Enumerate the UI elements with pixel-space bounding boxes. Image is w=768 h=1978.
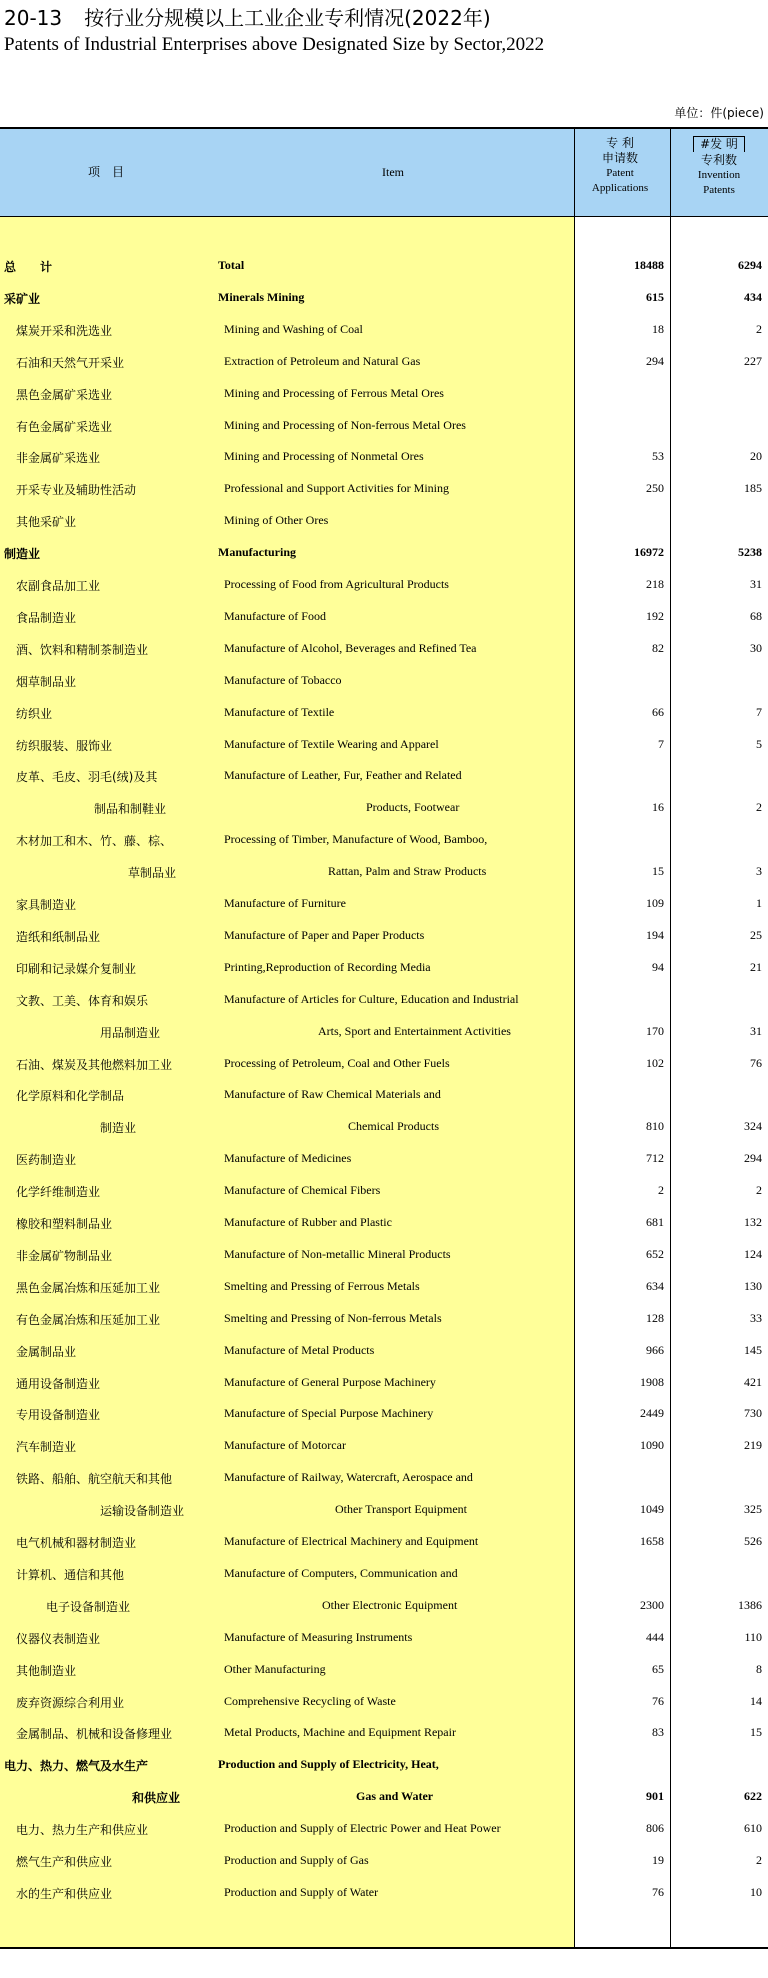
invention-patents-value: 10: [750, 1884, 762, 1899]
invention-patents-value: 130: [744, 1278, 762, 1293]
invention-patents-value: 20: [750, 449, 762, 464]
row-label-en: Products, Footwear: [366, 800, 460, 815]
invention-patents-value: 145: [744, 1342, 762, 1357]
table-row: [0, 1662, 768, 1678]
table-row: [0, 1598, 768, 1614]
table-row: [0, 1566, 768, 1582]
invention-patents-value: 76: [750, 1055, 762, 1070]
invention-patents-value: 219: [744, 1438, 762, 1453]
row-label-en: Manufacture of General Purpose Machinery: [224, 1374, 436, 1389]
row-label-cn: 橡胶和塑料制品业: [16, 1217, 113, 1231]
row-label-cn: 食品制造业: [16, 610, 77, 625]
table-row: [0, 960, 768, 976]
invention-patents-value: 33: [750, 1310, 762, 1325]
table-header: [0, 127, 768, 217]
table-row: [0, 673, 768, 689]
row-label-en: Printing,Reproduction of Recording Media: [224, 959, 431, 974]
header-col2-line1: #发 明: [693, 136, 745, 152]
patent-applications-value: 65: [652, 1661, 664, 1676]
row-label-en: Production and Supply of Gas: [224, 1853, 369, 1867]
table-row: [0, 1853, 768, 1869]
row-label-en: Manufacture of Alcohol, Beverages and Refined Tea: [224, 640, 477, 655]
patent-applications-value: 102: [646, 1055, 664, 1070]
invention-patents-value: 227: [744, 353, 762, 368]
row-label-cn: 铁路、船舶、航空航天和其他: [16, 1472, 173, 1487]
table-row: [0, 1375, 768, 1391]
patent-applications-value: 53: [652, 449, 664, 464]
table-row: [0, 1534, 768, 1550]
patent-applications-value: 712: [646, 1151, 664, 1166]
table-row: [0, 609, 768, 625]
row-label-cn: 通用设备制造业: [16, 1376, 101, 1391]
row-label-cn: 电气机械和器材制造业: [16, 1536, 137, 1550]
patent-applications-value: 1908: [640, 1374, 664, 1389]
row-label-cn: 金属制品、机械和设备修理业: [16, 1727, 173, 1742]
column-divider: [574, 217, 575, 1948]
row-label-cn: 制造业: [100, 1121, 137, 1136]
row-label-en: Smelting and Pressing of Non-ferrous Metals: [224, 1310, 442, 1325]
header-col1-line1: 专 利: [606, 136, 634, 150]
header-item-en: Item: [382, 165, 404, 179]
row-label-en: Production and Supply of Water: [224, 1884, 379, 1899]
table-row: [0, 1885, 768, 1901]
invention-patents-value: 730: [744, 1406, 762, 1421]
row-label-cn: 家具制造业: [16, 898, 77, 912]
title-cn-text: 按行业分规模以上工业企业专利情况(2022年): [84, 6, 491, 30]
row-label-cn: 金属制品业: [16, 1344, 77, 1359]
row-label-cn: 制品和制鞋业: [94, 802, 167, 817]
row-label-cn: 电力、热力生产和供应业: [16, 1823, 149, 1838]
table-row: [0, 864, 768, 880]
table-row: [0, 577, 768, 593]
row-label-cn: 其他采矿业: [16, 515, 77, 530]
table-row: [0, 1438, 768, 1454]
table-row: [0, 1470, 768, 1486]
patent-applications-value: 1090: [640, 1438, 664, 1453]
invention-patents-value: 31: [750, 577, 762, 591]
invention-patents-value: 294: [744, 1151, 762, 1166]
row-label-en: Mining and Processing of Ferrous Metal Ores: [224, 385, 444, 400]
row-label-cn: 水的生产和供应业: [16, 1886, 113, 1901]
row-label-cn: 酒、饮料和精制茶制造业: [16, 642, 149, 657]
table-row: [0, 545, 768, 561]
table-row: [0, 418, 768, 434]
table-number: 20-13: [4, 6, 63, 30]
patent-applications-value: 652: [646, 1246, 664, 1261]
patent-applications-value: 681: [646, 1215, 664, 1229]
table-bottom-rule: [0, 1947, 768, 1949]
table-row: [0, 354, 768, 370]
row-label-cn: 有色金属矿采选业: [16, 419, 113, 434]
patent-applications-value: 76: [652, 1884, 664, 1899]
table-row: [0, 1151, 768, 1167]
row-label-cn: 制造业: [4, 547, 41, 562]
row-label-en: Manufacture of Measuring Instruments: [224, 1629, 413, 1644]
table-title-en: Patents of Industrial Enterprises above Designated Size by Sector,2022: [4, 34, 545, 55]
invention-patents-value: 8: [756, 1661, 762, 1676]
table-row: [0, 800, 768, 816]
patent-applications-value: 615: [646, 289, 664, 304]
table-row: [0, 1821, 768, 1837]
patent-applications-value: 16: [652, 800, 664, 815]
invention-patents-value: 185: [744, 481, 762, 496]
row-label-en: Chemical Products: [348, 1119, 439, 1134]
row-label-en: Processing of Food from Agricultural Products: [224, 577, 449, 591]
invention-patents-value: 1386: [738, 1597, 762, 1612]
row-label-cn: 印刷和记录媒介复制业: [16, 961, 137, 976]
table-row: [0, 258, 768, 274]
row-label-cn: 化学纤维制造业: [16, 1185, 101, 1200]
header-item-cn: 项 目: [88, 165, 125, 179]
row-label-cn: 专用设备制造业: [16, 1408, 101, 1423]
patent-applications-value: 18: [652, 321, 664, 336]
invention-patents-value: 421: [744, 1374, 762, 1389]
table-row: [0, 1024, 768, 1040]
invention-patents-value: 2: [756, 800, 762, 815]
row-label-en: Manufacture of Paper and Paper Products: [224, 927, 425, 942]
patent-applications-value: 94: [652, 959, 664, 974]
table-row: [0, 1215, 768, 1231]
row-label-cn: 总 计: [4, 260, 53, 274]
table-row: [0, 737, 768, 753]
table-row: [0, 1119, 768, 1135]
row-label-cn: 烟草制品业: [16, 674, 77, 689]
row-label-cn: 废弃资源综合利用业: [16, 1695, 125, 1710]
invention-patents-value: 132: [744, 1215, 762, 1229]
patent-applications-value: 7: [658, 736, 664, 751]
invention-patents-value: 325: [744, 1502, 762, 1517]
invention-patents-value: 434: [744, 289, 762, 304]
patent-applications-value: 109: [646, 896, 664, 910]
table-row: [0, 1502, 768, 1518]
row-label-cn: 开采专业及辅助性活动: [16, 483, 137, 498]
table-row: [0, 768, 768, 784]
invention-patents-value: 324: [744, 1119, 762, 1134]
invention-patents-value: 2: [756, 1183, 762, 1198]
row-label-cn: 非金属矿物制品业: [16, 1248, 113, 1263]
row-label-cn: 纺织业: [16, 706, 53, 721]
row-label-cn: 其他制造业: [16, 1663, 77, 1678]
row-label-en: Manufacture of Metal Products: [224, 1342, 375, 1357]
row-label-en: Other Electronic Equipment: [322, 1597, 458, 1612]
table-body-values: [575, 217, 768, 1948]
row-label-en: Total: [218, 258, 245, 272]
invention-patents-value: 110: [744, 1629, 762, 1644]
row-label-en: Mining and Processing of Nonmetal Ores: [224, 449, 424, 464]
row-label-cn: 计算机、通信和其他: [16, 1567, 125, 1582]
table-row: [0, 705, 768, 721]
table-row: [0, 1789, 768, 1805]
row-label-en: Production and Supply of Electricity, Heat,: [218, 1757, 439, 1772]
patent-applications-value: 806: [646, 1821, 664, 1836]
row-label-en: Manufacture of Motorcar: [224, 1438, 346, 1453]
row-label-en: Gas and Water: [356, 1789, 434, 1804]
row-label-cn: 仪器仪表制造业: [16, 1631, 101, 1646]
row-label-en: Metal Products, Machine and Equipment Repair: [224, 1725, 456, 1740]
table-row: [0, 481, 768, 497]
table-row: [0, 896, 768, 912]
row-label-en: Processing of Timber, Manufacture of Wood, Bamboo,: [224, 832, 488, 847]
patent-applications-value: 294: [646, 353, 664, 368]
table-row: [0, 1056, 768, 1072]
patent-applications-value: 194: [646, 927, 664, 942]
table-row: [0, 1694, 768, 1710]
row-label-cn: 燃气生产和供应业: [16, 1855, 113, 1869]
invention-patents-value: 610: [744, 1821, 762, 1836]
row-label-en: Mining of Other Ores: [224, 513, 329, 528]
invention-patents-value: 68: [750, 608, 762, 623]
patent-applications-value: 82: [652, 640, 664, 655]
row-label-cn: 运输设备制造业: [100, 1504, 185, 1519]
table-row: [0, 1087, 768, 1103]
row-label-cn: 黑色金属矿采选业: [16, 387, 113, 402]
row-label-en: Manufacture of Special Purpose Machinery: [224, 1406, 434, 1421]
patent-applications-value: 2300: [640, 1597, 664, 1612]
header-invention-patents: [670, 136, 768, 198]
patent-applications-value: 634: [646, 1278, 664, 1293]
table-row: [0, 1630, 768, 1646]
patent-applications-value: 18488: [634, 258, 664, 272]
invention-patents-value: 21: [750, 959, 762, 974]
invention-patents-value: 124: [744, 1246, 762, 1261]
row-label-en: Manufacture of Railway, Watercraft, Aerospace and: [224, 1470, 473, 1485]
invention-patents-value: 31: [750, 1023, 762, 1038]
header-patent-applications: [574, 136, 666, 196]
invention-patents-value: 2: [756, 321, 762, 336]
patent-applications-value: 16972: [634, 545, 664, 560]
patent-applications-value: 218: [646, 577, 664, 591]
table-row: [0, 1183, 768, 1199]
row-label-en: Smelting and Pressing of Ferrous Metals: [224, 1278, 420, 1293]
row-label-cn: 化学原料和化学制品: [16, 1089, 125, 1104]
row-label-cn: 电力、热力、燃气及水生产: [4, 1759, 149, 1774]
row-label-en: Manufacture of Non-metallic Mineral Products: [224, 1246, 451, 1261]
row-label-cn: 医药制造业: [16, 1153, 77, 1168]
header-col2-line4: Patents: [703, 184, 735, 196]
patent-applications-value: 15: [652, 864, 664, 879]
row-label-cn: 非金属矿采选业: [16, 451, 101, 466]
row-label-cn: 煤炭开采和洗选业: [16, 323, 113, 338]
row-label-en: Manufacture of Chemical Fibers: [224, 1183, 381, 1198]
header-col1-line3: Patent: [606, 167, 634, 179]
row-label-cn: 草制品业: [128, 866, 177, 881]
invention-patents-value: 6294: [738, 258, 762, 272]
patent-applications-value: 1658: [640, 1534, 664, 1548]
row-label-en: Manufacture of Food: [224, 608, 326, 623]
patent-applications-value: 2: [658, 1183, 664, 1198]
column-divider: [670, 217, 671, 1948]
invention-patents-value: 2: [756, 1853, 762, 1867]
row-label-en: Minerals Mining: [218, 289, 305, 304]
header-col1-line2: 申请数: [601, 151, 638, 165]
patent-applications-value: 192: [646, 608, 664, 623]
table-row: [0, 641, 768, 657]
table-body-highlight: [0, 217, 575, 1948]
table-row: [0, 386, 768, 402]
patent-applications-value: 1049: [640, 1502, 664, 1517]
patent-applications-value: 19: [652, 1853, 664, 1867]
table-row: [0, 1279, 768, 1295]
row-label-cn: 皮革、毛皮、羽毛(绒)及其: [16, 770, 158, 785]
row-label-en: Production and Supply of Electric Power and Heat Power: [224, 1821, 501, 1836]
table-row: [0, 832, 768, 848]
table-row: [0, 928, 768, 944]
row-label-en: Other Manufacturing: [224, 1661, 326, 1676]
invention-patents-value: 15: [750, 1725, 762, 1740]
row-label-cn: 农副食品加工业: [16, 579, 101, 593]
row-label-cn: 纺织服装、服饰业: [16, 738, 113, 753]
row-label-cn: 石油和天然气开采业: [16, 355, 125, 370]
row-label-en: Manufacture of Medicines: [224, 1151, 352, 1166]
row-label-cn: 木材加工和木、竹、藤、棕、: [16, 834, 173, 849]
patent-applications-value: 444: [646, 1629, 664, 1644]
row-label-en: Manufacture of Leather, Fur, Feather and Related: [224, 768, 462, 783]
row-label-en: Manufacture of Tobacco: [224, 672, 342, 687]
table-title-cn: [4, 2, 491, 31]
invention-patents-value: 5238: [738, 545, 762, 560]
table-row: [0, 1725, 768, 1741]
invention-patents-value: 7: [756, 704, 762, 719]
patent-applications-value: 966: [646, 1342, 664, 1357]
table-row: [0, 1247, 768, 1263]
table-row: [0, 449, 768, 465]
row-label-en: Manufacture of Articles for Culture, Education and Industrial: [224, 991, 519, 1006]
row-label-en: Arts, Sport and Entertainment Activities: [318, 1023, 511, 1038]
patent-applications-value: 66: [652, 704, 664, 719]
table-row: [0, 1406, 768, 1422]
invention-patents-value: 1: [756, 896, 762, 910]
row-label-en: Extraction of Petroleum and Natural Gas: [224, 353, 421, 368]
patent-applications-value: 901: [646, 1789, 664, 1804]
row-label-en: Manufacture of Raw Chemical Materials and: [224, 1087, 441, 1102]
row-label-cn: 黑色金属冶炼和压延加工业: [16, 1280, 161, 1295]
invention-patents-value: 14: [750, 1693, 762, 1708]
patent-applications-value: 83: [652, 1725, 664, 1740]
patent-applications-value: 810: [646, 1119, 664, 1134]
row-label-en: Processing of Petroleum, Coal and Other Fuels: [224, 1055, 450, 1070]
table-row: [0, 1343, 768, 1359]
row-label-en: Manufacture of Rubber and Plastic: [224, 1215, 392, 1229]
table-row: [0, 992, 768, 1008]
patent-applications-value: 128: [646, 1310, 664, 1325]
row-label-en: Manufacture of Textile: [224, 704, 335, 719]
row-label-cn: 文教、工美、体育和娱乐: [16, 993, 149, 1008]
patent-applications-value: 2449: [640, 1406, 664, 1421]
row-label-en: Professional and Support Activities for Mining: [224, 481, 449, 496]
row-label-cn: 和供应业: [132, 1791, 181, 1806]
patent-applications-value: 250: [646, 481, 664, 496]
row-label-cn: 造纸和纸制品业: [16, 929, 101, 944]
row-label-en: Other Transport Equipment: [335, 1502, 467, 1517]
invention-patents-value: 5: [756, 736, 762, 751]
row-label-en: Rattan, Palm and Straw Products: [328, 864, 487, 879]
table-row: [0, 513, 768, 529]
row-label-en: Manufacture of Textile Wearing and Apparel: [224, 736, 439, 751]
row-label-en: Manufacturing: [218, 545, 296, 560]
header-col2-line3: Invention: [697, 169, 741, 181]
header-col2-line2: 专利数: [700, 153, 737, 167]
row-label-en: Manufacture of Electrical Machinery and Equipment: [224, 1534, 479, 1548]
row-label-en: Manufacture of Furniture: [224, 896, 346, 910]
table-row: [0, 1757, 768, 1773]
invention-patents-value: 30: [750, 640, 762, 655]
table-row: [0, 1311, 768, 1327]
table-row: [0, 290, 768, 306]
row-label-en: Comprehensive Recycling of Waste: [224, 1693, 396, 1708]
row-label-cn: 采矿业: [4, 291, 41, 306]
invention-patents-value: 526: [744, 1534, 762, 1548]
row-label-cn: 有色金属冶炼和压延加工业: [16, 1312, 161, 1327]
row-label-cn: 电子设备制造业: [46, 1599, 131, 1614]
header-col1-line4: Applications: [591, 182, 649, 194]
patent-applications-value: 76: [652, 1693, 664, 1708]
row-label-cn: 汽车制造业: [16, 1440, 77, 1455]
unit-label: 单位：件(piece): [674, 106, 764, 120]
row-label-en: Mining and Washing of Coal: [224, 321, 363, 336]
patent-applications-value: 170: [646, 1023, 664, 1038]
row-label-en: Manufacture of Computers, Communication and: [224, 1565, 458, 1580]
row-label-cn: 用品制造业: [100, 1025, 161, 1040]
row-label-cn: 石油、煤炭及其他燃料加工业: [16, 1057, 173, 1072]
invention-patents-value: 3: [756, 864, 762, 879]
invention-patents-value: 25: [750, 927, 762, 942]
row-label-en: Mining and Processing of Non-ferrous Metal Ores: [224, 417, 466, 432]
invention-patents-value: 622: [744, 1789, 762, 1804]
table-row: [0, 322, 768, 338]
